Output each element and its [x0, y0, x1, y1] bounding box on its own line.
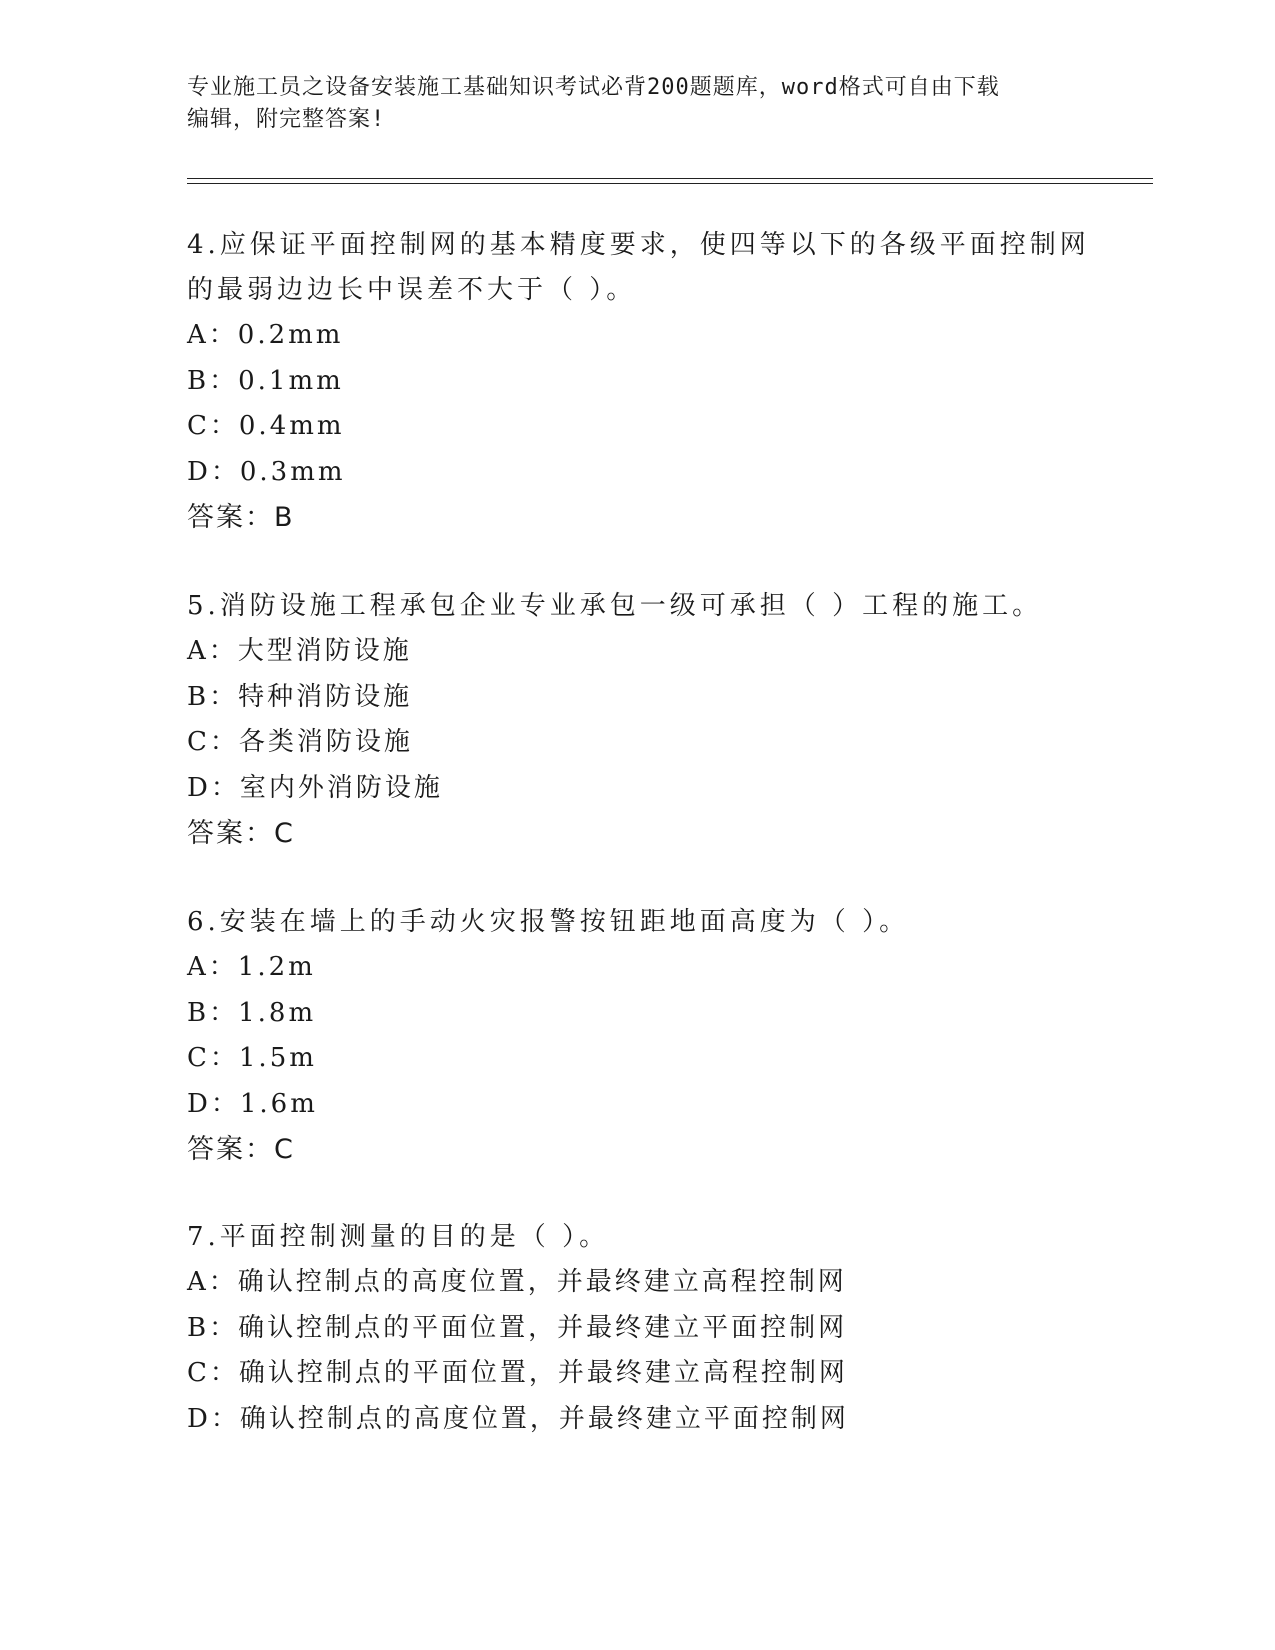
option-a: A：0.2mm: [187, 320, 344, 350]
question-4: [187, 223, 1090, 541]
question-7: [187, 1215, 1087, 1442]
header-divider-top: [187, 178, 1153, 179]
option-a: A：确认控制点的高度位置，并最终建立高程控制网: [187, 1267, 847, 1297]
option-b: B：确认控制点的平面位置，并最终建立平面控制网: [187, 1312, 848, 1343]
answer-label: 答案：C: [187, 818, 295, 849]
option-c: C：1.5m: [187, 1043, 317, 1073]
option-d: D：1.6m: [187, 1088, 318, 1119]
question-stem-line: 4.应保证平面控制网的基本精度要求，使四等以下的各级平面控制网: [187, 230, 1090, 260]
question-6: [187, 900, 1087, 1173]
question-stem-line: 5.消防设施工程承包企业专业承包一级可承担（ ）工程的施工。: [187, 591, 1043, 621]
option-a: A：1.2m: [187, 952, 316, 982]
question-stem-line: 6.安装在墙上的手动火灾报警按钮距地面高度为（ ）。: [187, 907, 910, 937]
answer-label: 答案：B: [187, 502, 295, 533]
option-b: B：1.8m: [187, 997, 317, 1028]
option-a: A：大型消防设施: [187, 636, 412, 666]
answer-label: 答案：C: [187, 1134, 295, 1165]
document-header: [187, 72, 1067, 136]
option-b: B：0.1mm: [187, 365, 344, 396]
option-c: C：0.4mm: [187, 411, 345, 441]
question-5: [187, 584, 1087, 857]
header-title-line-2: 编辑，附完整答案!: [187, 107, 386, 132]
option-c: C：各类消防设施: [187, 727, 413, 757]
option-d: D：确认控制点的高度位置，并最终建立平面控制网: [187, 1403, 849, 1434]
option-b: B：特种消防设施: [187, 681, 413, 712]
question-stem-line: 7.平面控制测量的目的是（ ）。: [187, 1222, 610, 1252]
option-c: C：确认控制点的平面位置，并最终建立高程控制网: [187, 1358, 848, 1388]
option-d: D：0.3mm: [187, 456, 346, 487]
question-stem-line: 的最弱边边长中误差不大于（ ）。: [187, 275, 637, 305]
header-divider-bottom: [187, 183, 1153, 184]
option-d: D：室内外消防设施: [187, 772, 443, 803]
header-title-line-1: 专业施工员之设备安装施工基础知识考试必背200题题库，word格式可自由下载: [187, 75, 1000, 100]
